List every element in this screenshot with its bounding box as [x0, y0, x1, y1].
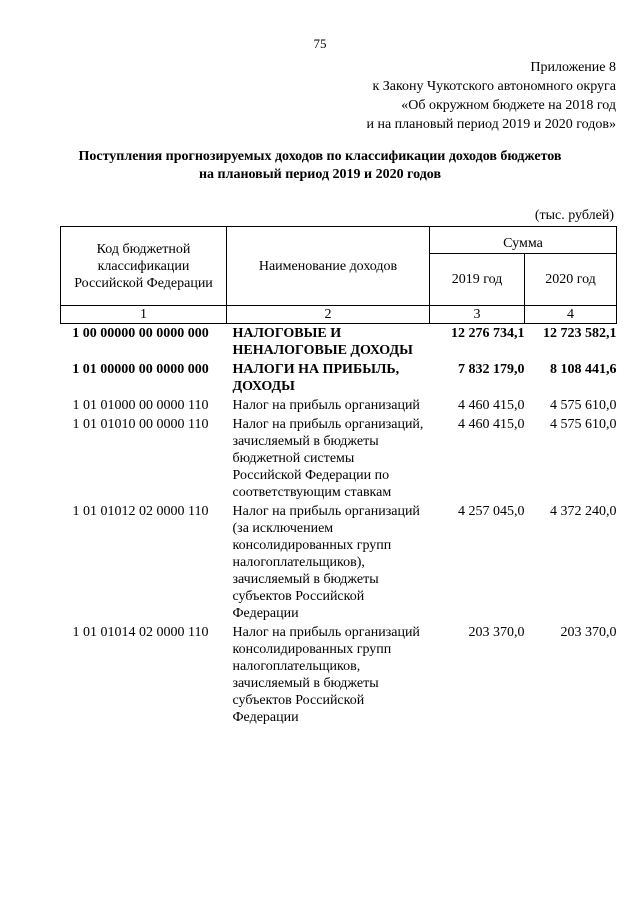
column-number: 4 — [525, 306, 617, 324]
header-name: Наименование доходов — [227, 227, 430, 306]
appendix-line: Приложение 8 — [530, 60, 616, 75]
row-code: 1 01 01010 00 0000 110 — [72, 417, 209, 432]
page-number: 75 — [313, 36, 327, 51]
row-value-2020: 4 575 610,0 — [550, 417, 617, 432]
row-value-2019: 12 276 734,1 — [451, 326, 525, 341]
column-number: 2 — [227, 306, 430, 324]
title-line: на плановый период 2019 и 2020 годов — [198, 167, 442, 182]
appendix-line: и на плановый период 2019 и 2020 годов» — [366, 117, 616, 132]
row-name: НАЛОГОВЫЕ И НЕНАЛОГОВЫЕ ДОХОДЫ — [232, 326, 413, 358]
table-row — [61, 415, 617, 502]
header-year-2019: 2019 год — [430, 254, 525, 306]
row-value-2020: 4 575 610,0 — [550, 398, 617, 413]
row-value-2020: 12 723 582,1 — [543, 326, 617, 341]
revenue-table — [60, 226, 617, 727]
column-number: 1 — [61, 306, 227, 324]
row-code: 1 01 01014 02 0000 110 — [72, 625, 209, 640]
appendix-note — [366, 58, 616, 134]
row-code: 1 00 00000 00 0000 000 — [72, 326, 209, 341]
row-name: Налог на прибыль организаций, зачисляемый в бюджеты бюджетной системы Российской Федерации по соответствующим ставкам — [232, 417, 424, 500]
row-value-2019: 4 460 415,0 — [458, 398, 525, 413]
header-year-2020: 2020 год — [525, 254, 617, 306]
table-row — [61, 502, 617, 623]
header-sum: Сумма — [430, 227, 617, 254]
row-code: 1 01 00000 00 0000 000 — [72, 362, 209, 377]
appendix-line: «Об окружном бюджете на 2018 год — [401, 98, 616, 113]
row-name: Налог на прибыль организаций — [232, 398, 420, 413]
table-row — [61, 623, 617, 727]
table-row — [61, 324, 617, 361]
row-value-2019: 7 832 179,0 — [458, 362, 525, 377]
row-code: 1 01 01012 02 0000 110 — [72, 504, 209, 519]
table-row — [61, 360, 617, 396]
units-label: (тыс. рублей) — [534, 208, 614, 223]
row-value-2020: 203 370,0 — [560, 625, 617, 640]
column-number: 3 — [430, 306, 525, 324]
document-title — [30, 148, 610, 184]
header-code: Код бюджетной классификации Российской Федерации — [61, 227, 227, 306]
title-line: Поступления прогнозируемых доходов по классификации доходов бюджетов — [78, 149, 562, 164]
row-name: НАЛОГИ НА ПРИБЫЛЬ, ДОХОДЫ — [232, 362, 400, 394]
row-value-2019: 4 257 045,0 — [458, 504, 525, 519]
row-name: Налог на прибыль организаций консолидированных групп налогоплательщиков, зачисляемый в бюджеты субъектов Российской Федерации — [232, 625, 420, 725]
table-row — [61, 396, 617, 415]
row-value-2019: 203 370,0 — [468, 625, 525, 640]
row-name: Налог на прибыль организаций (за исключением консолидированных групп налогоплательщиков), зачисляемый в бюджеты субъектов Российской Федерации — [232, 504, 420, 621]
row-value-2020: 4 372 240,0 — [550, 504, 617, 519]
row-code: 1 01 01000 00 0000 110 — [72, 398, 209, 413]
appendix-line: к Закону Чукотского автономного округа — [372, 79, 616, 94]
row-value-2019: 4 460 415,0 — [458, 417, 525, 432]
row-value-2020: 8 108 441,6 — [550, 362, 617, 377]
